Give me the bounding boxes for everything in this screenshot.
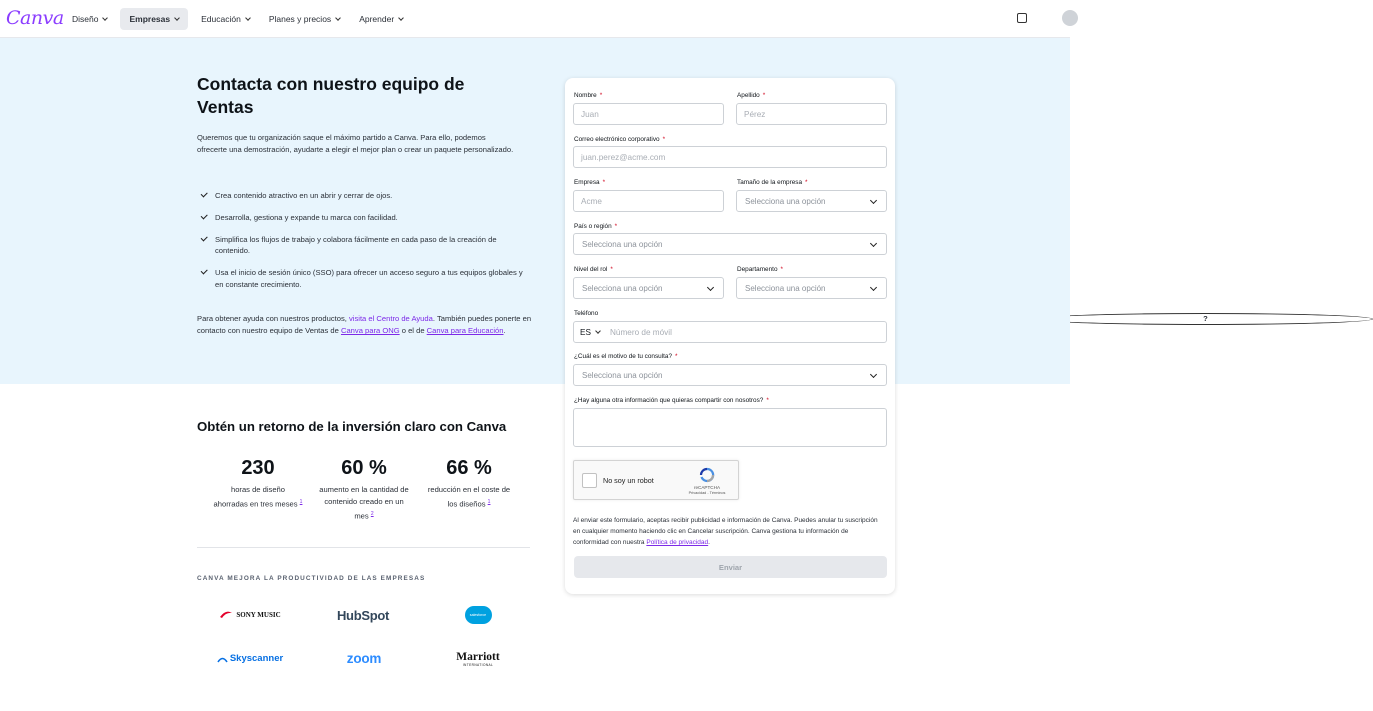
zoom-text: zoom xyxy=(346,650,382,666)
nav-item-diseno[interactable] xyxy=(66,8,113,30)
logo-text: Canva xyxy=(6,7,64,29)
required-asterisk: * xyxy=(766,397,769,404)
department-value: Selecciona una opción xyxy=(745,283,826,293)
canva-logo[interactable] xyxy=(6,7,64,29)
other-info-label-text: ¿Hay alguna otra información que quieras compartir con nosotros? xyxy=(574,397,764,404)
help-text: . xyxy=(503,326,506,336)
required-asterisk: * xyxy=(780,266,783,273)
role-level-label xyxy=(574,266,613,273)
nav-item-label: Aprender xyxy=(359,14,395,24)
recaptcha-label: No soy un robot xyxy=(603,476,654,485)
chevron-down-icon xyxy=(870,284,877,291)
chevron-down-icon xyxy=(595,328,601,334)
hero-section xyxy=(0,38,1070,384)
stat-desc-text: aumento en la cantidad de contenido creado en un mes xyxy=(319,485,409,521)
salesforce-text: salesforce xyxy=(469,613,487,617)
country-value: Selecciona una opción xyxy=(582,239,663,249)
phone-label xyxy=(574,310,598,317)
nav-item-empresas[interactable] xyxy=(120,8,188,30)
stat-value: 230 xyxy=(241,457,275,479)
stat-hours xyxy=(213,456,303,511)
department-label xyxy=(737,266,783,273)
email-label xyxy=(574,136,665,143)
benefits-list xyxy=(200,190,530,301)
recaptcha-checkbox[interactable] xyxy=(582,473,597,488)
salesforce-logo xyxy=(463,604,493,626)
footnote-link[interactable]: 1 xyxy=(487,499,491,506)
brands-heading: CANVA MEJORA LA PRODUCTIVIDAD DE LAS EMPRESAS xyxy=(197,575,426,582)
section-divider xyxy=(197,547,530,548)
department-label-text: Departamento xyxy=(737,266,778,273)
required-asterisk: * xyxy=(614,223,618,230)
country-select[interactable] xyxy=(573,233,887,255)
phone-input[interactable] xyxy=(573,321,887,343)
role-level-value: Selecciona una opción xyxy=(582,283,663,293)
intro-text: Queremos que tu organización saque el máximo partido a Canva. Para ello, podemos ofrecerte una demostración, ayudarte a elegir el mejor plan o crear un paquete personalizado. xyxy=(197,133,514,154)
recaptcha-icon xyxy=(699,467,715,483)
footnote-link[interactable]: 1 xyxy=(299,499,303,506)
required-asterisk: * xyxy=(762,92,766,99)
benefit-text: Simplifica los flujos de trabajo y colabora fácilmente en cada paso de la creación de contenido. xyxy=(215,234,497,256)
hubspot-text: HubSpot xyxy=(336,607,390,623)
company-label xyxy=(574,179,605,186)
last-name-label-text: Apellido xyxy=(737,92,760,99)
phone-placeholder: Número de móvil xyxy=(610,327,672,337)
chevron-down-icon xyxy=(174,15,180,21)
check-icon xyxy=(201,190,208,197)
benefit-item xyxy=(200,234,530,258)
skyscanner-sunrise-icon xyxy=(217,654,228,663)
benefit-item xyxy=(200,212,530,224)
privacy-policy-link[interactable]: Política de privacidad xyxy=(646,539,709,546)
help-icon[interactable] xyxy=(1038,313,1373,325)
avatar-icon[interactable] xyxy=(1062,10,1078,26)
last-name-input[interactable] xyxy=(736,103,887,125)
recaptcha-brand-text: reCAPTCHA xyxy=(693,485,721,490)
footnote-link[interactable]: 2 xyxy=(370,511,374,518)
sony-music-text: SONY MUSIC xyxy=(236,611,281,619)
company-size-value: Selecciona una opción xyxy=(745,196,826,206)
company-input[interactable] xyxy=(573,190,724,212)
other-info-label xyxy=(574,397,769,404)
chevron-down-icon xyxy=(335,15,341,21)
reason-select[interactable] xyxy=(573,364,887,386)
chevron-down-icon xyxy=(103,15,109,21)
stat-desc-text: horas de diseño ahorradas en tres meses xyxy=(213,485,298,509)
stat-desc xyxy=(319,484,409,523)
stat-cost xyxy=(424,456,514,511)
required-asterisk: * xyxy=(662,136,666,143)
department-select[interactable] xyxy=(736,277,887,299)
nav-item-aprender[interactable] xyxy=(353,8,409,30)
reason-label xyxy=(574,353,678,360)
check-icon xyxy=(201,268,208,275)
marriott-logo xyxy=(452,648,504,670)
recaptcha-privacy-links[interactable]: Privacidad - Términos xyxy=(688,491,726,495)
marriott-subtext: INTERNATIONAL xyxy=(462,663,494,667)
company-size-label xyxy=(737,179,808,186)
role-level-label-text: Nivel del rol xyxy=(574,266,608,273)
skyscanner-text: Skyscanner xyxy=(229,652,284,664)
required-asterisk: * xyxy=(675,353,678,360)
chevron-down-icon xyxy=(398,15,404,21)
help-text: Para obtener ayuda con nuestros productos, xyxy=(197,314,349,323)
sony-music-logo xyxy=(212,605,288,625)
reason-value: Selecciona una opción xyxy=(582,370,663,380)
legal-text: Al enviar este formulario, aceptas recibir publicidad e información de Canva. Puedes anular tu suscripción en cualquier momento haciendo clic en Cancelar suscripción. Canva gestiona tu información de conformidad con nuestra xyxy=(573,517,878,546)
first-name-placeholder: Juan xyxy=(581,109,599,119)
required-asterisk: * xyxy=(602,179,606,186)
phone-country-code: ES xyxy=(580,327,591,337)
company-placeholder: Acme xyxy=(581,196,602,206)
canva-education-link[interactable]: Canva para Educación xyxy=(426,326,504,336)
recaptcha-widget xyxy=(573,460,739,500)
first-name-label-text: Nombre xyxy=(574,92,597,99)
hubspot-logo xyxy=(330,604,396,626)
benefit-text: Crea contenido atractivo en un abrir y cerrar de ojos. xyxy=(215,191,393,200)
benefit-item xyxy=(200,267,530,291)
help-text: o el de xyxy=(399,326,427,336)
last-name-label xyxy=(737,92,765,99)
help-text: . También puedes ponerte en contacto con nuestro equipo de Ventas de xyxy=(197,314,532,336)
other-info-textarea[interactable] xyxy=(573,408,887,447)
legal-end: . xyxy=(708,539,710,546)
stat-desc-text: reducción en el coste de los diseños xyxy=(427,485,511,509)
sony-music-mark-icon xyxy=(219,608,233,622)
help-paragraph xyxy=(197,313,532,337)
country-label xyxy=(574,223,617,230)
reason-label-text: ¿Cuál es el motivo de tu consulta? xyxy=(574,353,673,360)
nav-item-label: Empresas xyxy=(129,14,171,24)
salesforce-cloud-icon xyxy=(465,606,492,624)
benefit-text: Usa el inicio de sesión único (SSO) para ofrecer un acceso seguro a tus equipos globales y en constante crecimiento. xyxy=(215,268,523,289)
legal-disclaimer xyxy=(573,515,883,548)
zoom-logo xyxy=(338,648,390,668)
chevron-down-icon xyxy=(870,371,877,378)
nav-item-label: Educación xyxy=(201,14,241,24)
roi-title: Obtén un retorno de la inversión claro con Canva xyxy=(197,419,507,434)
nav-item-label: Diseño xyxy=(72,14,99,24)
company-size-label-text: Tamaño de la empresa xyxy=(737,179,803,186)
help-center-link[interactable]: visita el Centro de Ayuda xyxy=(348,314,433,323)
home-icon[interactable] xyxy=(1017,13,1027,23)
first-name-label xyxy=(574,92,602,99)
required-asterisk: * xyxy=(805,179,808,186)
recaptcha-branding xyxy=(682,465,732,495)
benefit-text: Desarrolla, gestiona y expande tu marca con facilidad. xyxy=(215,212,398,222)
company-label-text: Empresa xyxy=(574,179,600,186)
nav-item-planes[interactable] xyxy=(263,8,346,30)
marriott-text: Marriott xyxy=(456,651,500,663)
chevron-down-icon xyxy=(870,240,877,247)
stat-desc xyxy=(424,484,514,511)
chevron-down-icon xyxy=(245,15,251,21)
required-asterisk: * xyxy=(599,92,603,99)
benefit-item xyxy=(200,190,530,202)
check-icon xyxy=(201,234,208,241)
help-glyph: ? xyxy=(1203,313,1208,323)
skyscanner-logo xyxy=(212,649,288,667)
stat-content xyxy=(319,456,409,523)
first-name-input[interactable] xyxy=(573,103,724,125)
role-level-select[interactable] xyxy=(573,277,724,299)
submit-button[interactable]: Enviar xyxy=(574,556,887,578)
email-placeholder: juan.perez@acme.com xyxy=(581,152,666,162)
stat-value: 66 % xyxy=(446,457,492,479)
required-asterisk: * xyxy=(610,266,613,273)
chevron-down-icon xyxy=(870,197,877,204)
phone-country-code-select[interactable] xyxy=(574,322,604,342)
company-size-select[interactable] xyxy=(736,190,887,212)
nav-item-label: Planes y precios xyxy=(268,14,332,24)
stat-desc xyxy=(213,484,303,511)
phone-label-text: Teléfono xyxy=(574,310,599,317)
email-label-text: Correo electrónico corporativo xyxy=(574,136,660,143)
check-icon xyxy=(201,212,208,219)
canva-ngo-link[interactable]: Canva para ONG xyxy=(340,326,400,336)
nav-menu xyxy=(66,8,416,30)
stat-value: 60 % xyxy=(341,457,387,479)
chevron-down-icon xyxy=(707,284,714,291)
email-input[interactable] xyxy=(573,146,887,168)
last-name-placeholder: Pérez xyxy=(744,109,766,119)
country-label-text: País o región xyxy=(574,223,612,230)
page-title: Contacta con nuestro equipo de Ventas xyxy=(197,74,465,117)
nav-item-educacion[interactable] xyxy=(195,8,256,30)
